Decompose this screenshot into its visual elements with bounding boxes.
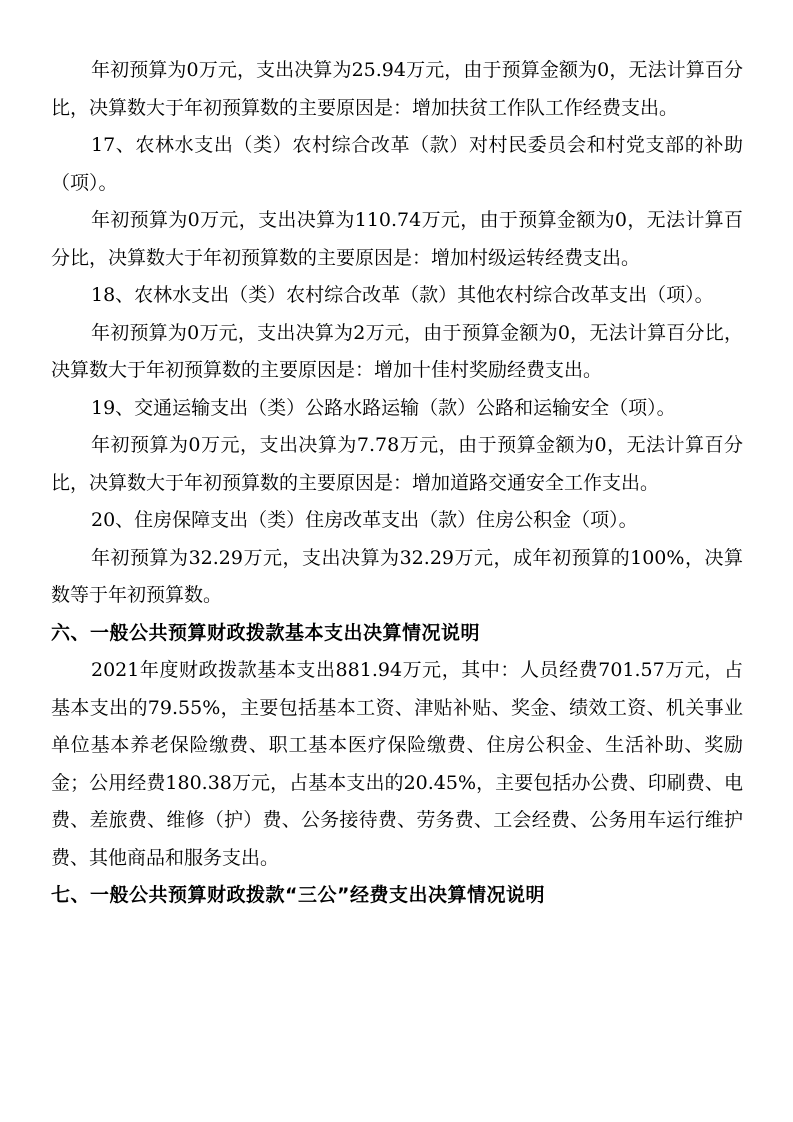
section-6-heading: 六、一般公共预算财政拨款基本支出决算情况说明 xyxy=(51,621,481,644)
section-7-heading: 七、一般公共预算财政拨款“三公”经费支出决算情况说明 xyxy=(51,884,545,906)
item-19-title: 19、交通运输支出（类）公路水路运输（款）公路和运输安全（项）。 xyxy=(91,396,676,419)
item-18-title: 18、农林水支出（类）农村综合改革（款）其他农村综合改革支出（项）。 xyxy=(91,284,714,306)
item-17-title: 17、农林水支出（类）农村综合改革（款）对村民委员会和村党支部的补助（项）。 xyxy=(51,134,743,194)
paragraph-budget-19: 年初预算为0万元，支出决算为7.78万元，由于预算金额为0，无法计算百分比，决算数大于年初预算数的主要原因是：增加道路交通安全工作支出。 xyxy=(51,434,743,494)
paragraph-budget-16: 年初预算为0万元，支出决算为25.94万元，由于预算金额为0，无法计算百分比，决算数大于年初预算数的主要原因是：增加扶贫工作队工作经费支出。 xyxy=(51,59,743,119)
paragraph-basic-expenditure: 2021年度财政拨款基本支出881.94万元，其中：人员经费701.57万元，占基本支出的79.55%，主要包括基本工资、津贴补贴、奖金、绩效工资、机关事业单位基本养老保险缴费、职工基本医疗保险缴费、住房公积金、生活补助、奖励金；公用经费180.38万元，占基本支出的20.45%，主要包括办公费、印刷费、电费、差旅费、维修（护）费、公务接待费、劳务费、工会经费、公务用车运行维护费、其他商品和服务支出。 xyxy=(51,659,743,869)
paragraph-budget-20: 年初预算为32.29万元，支出决算为32.29万元，成年初预算的100%，决算数等于年初预算数。 xyxy=(51,546,743,606)
item-20-title: 20、住房保障支出（类）住房改革支出（款）住房公积金（项）。 xyxy=(91,509,638,531)
paragraph-budget-17: 年初预算为0万元，支出决算为110.74万元，由于预算金额为0，无法计算百分比，决算数大于年初预算数的主要原因是：增加村级运转经费支出。 xyxy=(51,209,743,269)
paragraph-budget-18: 年初预算为0万元，支出决算为2万元，由于预算金额为0，无法计算百分比，决算数大于年初预算数的主要原因是：增加十佳村奖励经费支出。 xyxy=(51,321,743,381)
